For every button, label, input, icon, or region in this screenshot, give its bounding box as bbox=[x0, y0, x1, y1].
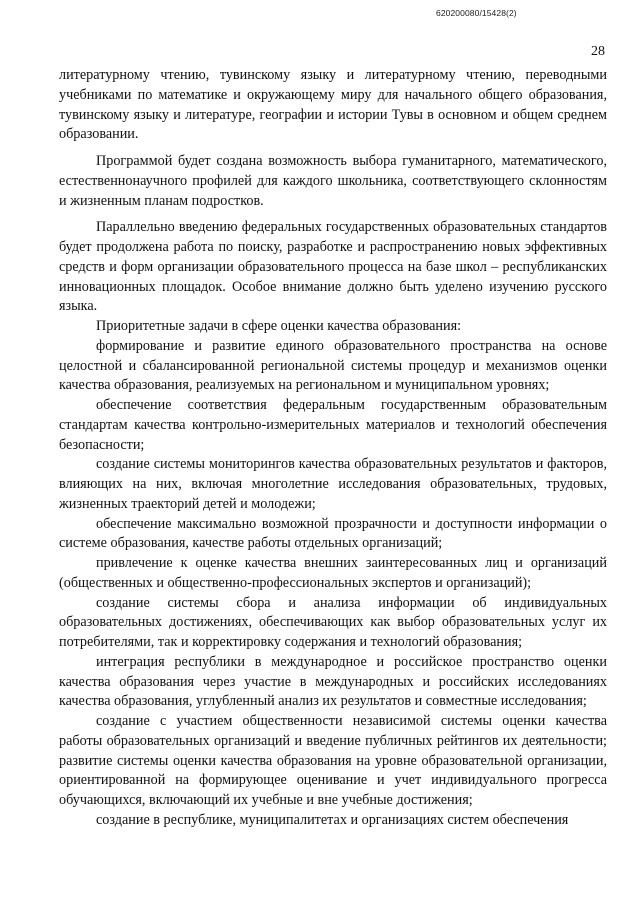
list-item: интеграция республики в международное и российское пространство оценки качества образования через участие в международных и российских исследованиях качества образования, углубленный анализ их результатов и совместные исследования; bbox=[59, 653, 607, 710]
paragraph-continuation: литературному чтению, тувинскому языку и литературному чтению, переводными учебниками по математике и окружающему миру для начального общего образования, тувинскому языку и литературе, географии и истории Тувы в основном и общем среднем образовании. bbox=[59, 67, 607, 143]
list-item: привлечение к оценке качества внешних заинтересованных лиц и организаций (общественных и общественно-профессиональных экспертов и организаций); bbox=[59, 555, 607, 591]
page-number: 28 bbox=[591, 44, 605, 59]
list-item: формирование и развитие единого образовательного пространства на основе целостной и сбалансированной региональной системы процедур и механизмов оценки качества образования, реализуемых на региональном и муниципальном уровнях; bbox=[59, 337, 607, 394]
list-item: создание системы сбора и анализа информации об индивидуальных образовательных достижениях, обеспечивающих как выбор образовательных услуг их потребителями, так и корректировку содержания и технологий образования; bbox=[59, 594, 607, 650]
list-item: создание в республике, муниципалитетах и организациях систем обеспечения bbox=[96, 811, 569, 828]
paragraph-fgos: Параллельно введению федеральных государственных образовательных стандартов будет продолжена работа по поиску, разработке и распространению новых эффективных средств и форм организации образовательного процесса на базе школ – республиканских инновационных площадок. Особое внимание должно быть уделено изучению русского языка. bbox=[59, 219, 607, 315]
list-item: обеспечение соответствия федеральным государственным образовательным стандартам качества контрольно-измерительных материалов и технологий обеспечения безопасности; bbox=[59, 397, 607, 453]
paragraph-priority-heading: Приоритетные задачи в сфере оценки качества образования: bbox=[96, 318, 462, 334]
list-item: обеспечение максимально возможной прозрачности и доступности информации о системе образования, качестве работы отдельных организаций; bbox=[59, 515, 607, 552]
paragraph-profiles: Программой будет создана возможность выбора гуманитарного, математического, естественнонаучного профилей для каждого школьника, соответствующего склонностям и жизненным планам подростков. bbox=[59, 153, 607, 209]
document-id: 620200080/15428(2) bbox=[436, 8, 517, 18]
document-body bbox=[59, 66, 607, 831]
list-item: создание с участием общественности независимой системы оценки качества работы образовательных организаций и введение публичных рейтингов их деятельности; развитие системы оценки качества образования на уровне образовательной организации, ориентированной на формирующее оценивание и учет индивидуального прогресса обучающихся, включающий их учебные и вне учебные достижения; bbox=[59, 713, 607, 808]
list-item: создание системы мониторингов качества образовательных результатов и факторов, влияющих на них, включая многолетние исследования образовательных, трудовых, жизненных траекторий детей и молодежи; bbox=[59, 456, 607, 512]
